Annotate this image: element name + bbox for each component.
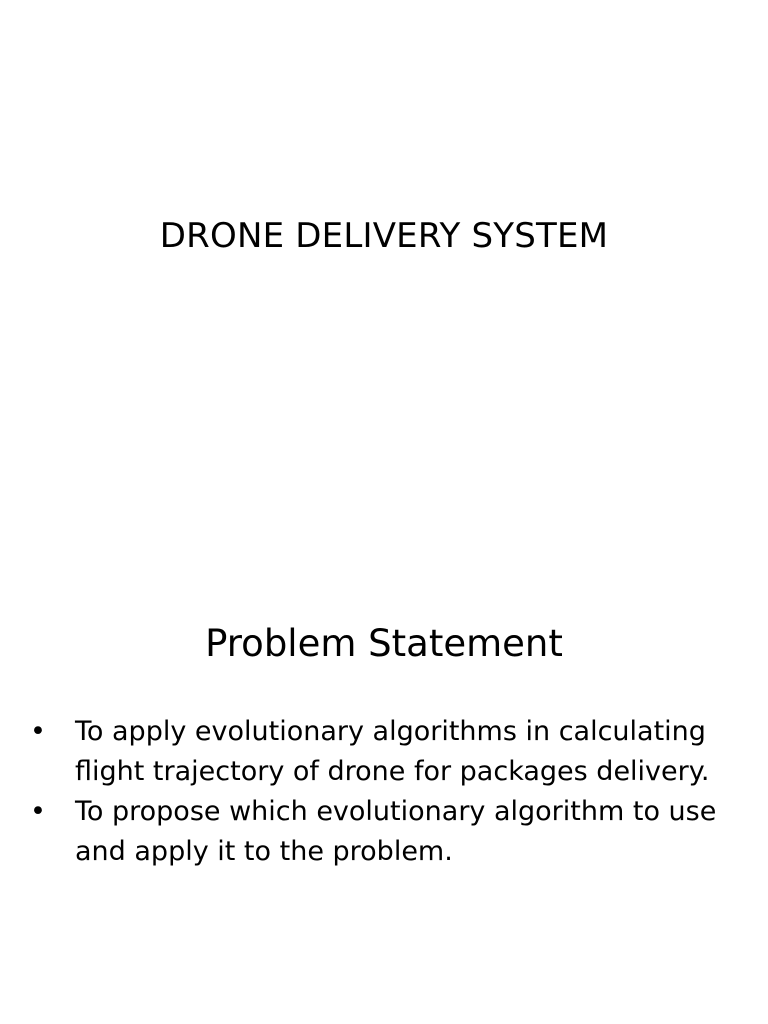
bullet-text: To apply evolutionary algorithms in calculating flight trajectory of drone for packages delivery. [75,716,710,787]
bullet-item [30,792,750,872]
bullet-dot-icon: • [30,716,46,747]
bullet-dot-icon: • [30,796,46,827]
bullet-item [30,712,750,792]
slide-title: DRONE DELIVERY SYSTEM [159,216,609,256]
bullet-list [30,712,750,872]
slide-heading: Problem Statement [205,622,563,665]
bullet-text: To propose which evolutionary algorithm to use and apply it to the problem. [75,796,734,867]
